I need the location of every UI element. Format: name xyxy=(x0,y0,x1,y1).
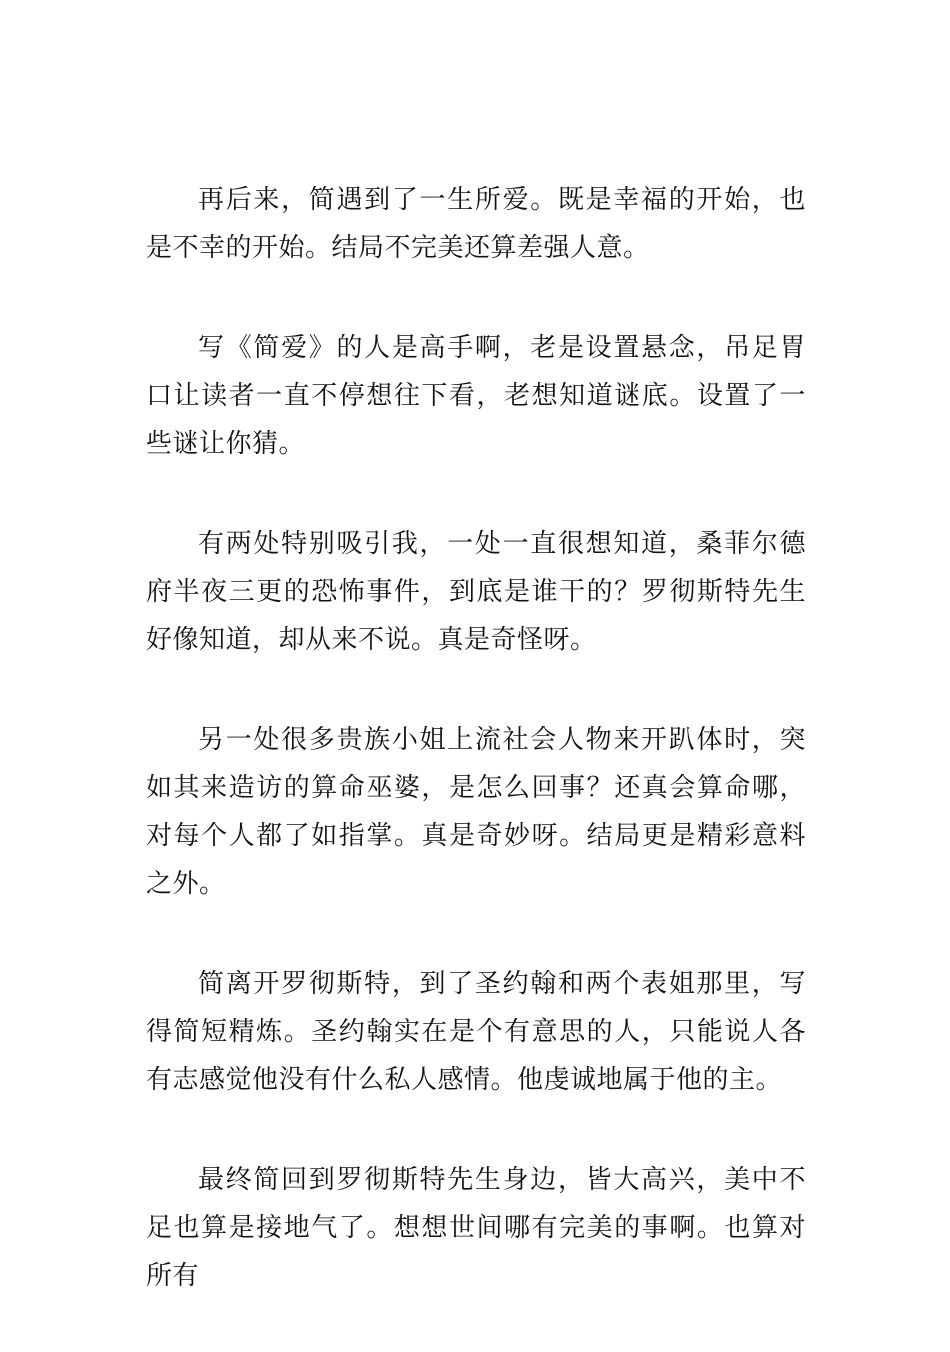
paragraph-4: 另一处很多贵族小姐上流社会人物来开趴体时，突如其来造访的算命巫婆，是怎么回事？还真会算命哪，对每个人都了如指掌。真是奇妙呀。结局更是精彩意料之外。 xyxy=(146,725,806,899)
paragraph-2: 写《简爱》的人是高手啊，老是设置悬念，吊足胃口让读者一直不停想往下看，老想知道谜底。设置了一些谜让你猜。 xyxy=(146,333,806,459)
document-body xyxy=(146,176,806,1352)
paragraph-5: 简离开罗彻斯特，到了圣约翰和两个表姐那里，写得简短精炼。圣约翰实在是个有意思的人，只能说人各有志感觉他没有什么私人感情。他虔诚地属于他的主。 xyxy=(146,969,806,1095)
paragraph-6: 最终简回到罗彻斯特先生身边，皆大高兴，美中不足也算是接地气了。想想世间哪有完美的事啊。也算对所有 xyxy=(146,1165,806,1291)
paragraph-3: 有两处特别吸引我，一处一直很想知道，桑菲尔德府半夜三更的恐怖事件，到底是谁干的？罗彻斯特先生好像知道，却从来不说。真是奇怪呀。 xyxy=(146,529,806,655)
paragraph-1: 再后来，简遇到了一生所爱。既是幸福的开始，也是不幸的开始。结局不完美还算差强人意。 xyxy=(146,185,806,263)
